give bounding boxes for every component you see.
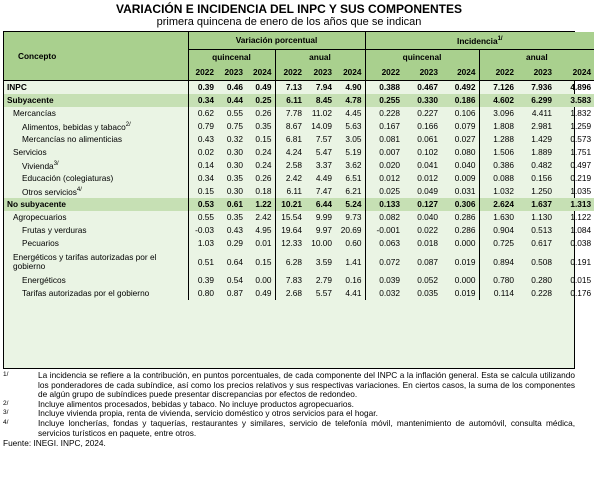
- table-cell: 0.61: [217, 198, 246, 211]
- table-cell: 0.513: [531, 225, 553, 235]
- table-cell: 0.44: [217, 94, 246, 107]
- table-cell: 10.21: [275, 198, 305, 211]
- table-cell: 0.009: [454, 173, 476, 183]
- table-cell: 0.24: [255, 147, 272, 157]
- table-cell: 9.73: [345, 212, 362, 222]
- table-cell: 0.166: [417, 121, 439, 131]
- table-row: [4, 107, 594, 120]
- footnote-text: Incluye vivienda propia, renta de vivienda, servicio doméstico y otros servicios para el hogar.: [38, 408, 378, 419]
- variation-biweekly-header: quincenal: [188, 50, 275, 66]
- table-cell: 0.286: [454, 212, 476, 222]
- row-label: INPC: [7, 82, 27, 92]
- table-cell: 1.03: [188, 237, 217, 250]
- row-label: Tarifas autorizadas por el gobierno: [22, 288, 150, 298]
- table-cell: 6.21: [345, 186, 362, 196]
- footnote-mark: 4/: [3, 418, 9, 426]
- table-cell: 1.259: [570, 121, 592, 131]
- table-cell: 7.13: [275, 81, 305, 95]
- footnote-marker: 4/: [76, 187, 82, 194]
- table-cell: 0.26: [255, 173, 272, 183]
- table-cell: 0.75: [226, 121, 243, 131]
- table-cell: 6.44: [305, 198, 335, 211]
- table-cell: 3.583: [555, 94, 594, 107]
- table-cell: 4.78: [335, 94, 365, 107]
- table-cell: 7.936: [531, 82, 553, 92]
- row-label: Alimentos, bebidas y tabaco$^{2/}$: [22, 121, 131, 132]
- table-cell: 0.617: [531, 238, 553, 248]
- table-cell: 0.040: [454, 160, 476, 170]
- table-cell: 0.64: [226, 256, 243, 267]
- table-cell: 4.49: [315, 173, 332, 183]
- table-cell: 0.007: [365, 146, 403, 159]
- year-header: 2022: [365, 65, 403, 81]
- year-header: 2022: [479, 65, 517, 81]
- table-cell: 3.59: [315, 256, 332, 267]
- table-cell: 4.45: [345, 108, 362, 118]
- table-cell: 0.191: [570, 256, 592, 267]
- footnote-text: Incluye loncherías, fondas y taquerías, restaurantes y similares, servicio de telefonía móvil, mantenimiento de automóvil, consulta médica, servicios turísticos en paquete, entre otros.: [38, 417, 575, 438]
- table-row: [4, 287, 594, 300]
- table-cell: 12.33: [275, 237, 305, 250]
- table-row: [4, 159, 594, 172]
- table-cell: 6.11: [275, 94, 305, 107]
- table-cell: 0.43: [226, 225, 243, 235]
- table-cell: 7.126: [479, 81, 517, 95]
- table-row: [4, 81, 594, 95]
- row-label: Subyacente: [4, 94, 188, 107]
- row-label: Educación (colegiaturas): [22, 173, 114, 183]
- row-label: Agropecuarios: [13, 212, 67, 222]
- table-row: [4, 172, 594, 185]
- table-cell: 4.90: [345, 82, 362, 92]
- table-cell: 1.122: [570, 212, 592, 222]
- table-cell: 0.30: [226, 160, 243, 170]
- table-cell: 2.79: [315, 275, 332, 285]
- year-header: 2024: [441, 65, 479, 81]
- table-cell: 0.492: [454, 82, 476, 92]
- table-cell: 19.64: [275, 224, 305, 237]
- table-cell: 0.388: [365, 81, 403, 95]
- table-cell: 0.14: [188, 159, 217, 172]
- footnote-text: La incidencia se refiere a la contribución, en puntos porcentuales, de cada componente del INPC a la inflación general. Esta se calcula utilizando los ponderadores de cada subíndice, así como los precios relativos y sus respectivas variaciones. En ciertos casos, la suma de los componentes de algún grupo de subíndices puede presentar discrepancias por efectos de redondeo.: [38, 370, 575, 400]
- table-cell: 10.00: [311, 238, 332, 248]
- table-cell: 0.53: [188, 198, 217, 211]
- table-cell: 0.25: [246, 94, 275, 107]
- table-cell: 0.24: [255, 160, 272, 170]
- table-cell: 1.250: [531, 186, 553, 196]
- source-note: Fuente: INEGI. INPC, 2024.: [3, 438, 106, 449]
- table-cell: 7.83: [275, 274, 305, 287]
- table-cell: 2.42: [275, 172, 305, 185]
- year-header: 2024: [246, 65, 275, 81]
- table-cell: 0.227: [417, 108, 439, 118]
- table-cell: 0.167: [365, 120, 403, 133]
- table-cell: 0.015: [570, 275, 592, 285]
- table-cell: 8.45: [305, 94, 335, 107]
- table-cell: 0.39: [188, 81, 217, 95]
- table-cell: 0.15: [255, 256, 272, 267]
- table-cell: 0.061: [417, 134, 439, 144]
- table-cell: 0.330: [403, 94, 441, 107]
- table-cell: 0.55: [188, 211, 217, 224]
- table-cell: 0.60: [345, 238, 362, 248]
- table-cell: 0.26: [255, 108, 272, 118]
- table-cell: 1.889: [531, 147, 553, 157]
- table-cell: 0.035: [417, 288, 439, 298]
- table-cell: 3.37: [315, 160, 332, 170]
- table-cell: 0.49: [255, 288, 272, 298]
- table-cell: 0.038: [570, 238, 592, 248]
- table-row: [4, 146, 594, 159]
- table-cell: 0.894: [479, 250, 517, 274]
- table-cell: 6.81: [275, 133, 305, 146]
- table-cell: 0.62: [188, 107, 217, 120]
- table-cell: 11.02: [311, 108, 332, 118]
- table-cell: 5.19: [345, 147, 362, 157]
- table-cell: 0.280: [531, 275, 553, 285]
- table-cell: 0.012: [365, 172, 403, 185]
- table-cell: 0.102: [417, 147, 439, 157]
- table-cell: 1.832: [570, 108, 592, 118]
- table-cell: 0.041: [417, 160, 439, 170]
- table-cell: 0.467: [417, 82, 439, 92]
- inpc-table: [4, 32, 594, 300]
- table-cell: 0.30: [226, 147, 243, 157]
- table-cell: 0.55: [226, 108, 243, 118]
- table-cell: 0.012: [417, 173, 439, 183]
- table-cell: 0.052: [417, 275, 439, 285]
- incidence-biweekly-header: quincenal: [365, 50, 479, 66]
- table-cell: 0.228: [531, 288, 553, 298]
- table-cell: 1.22: [246, 198, 275, 211]
- year-header: 2024: [335, 65, 365, 81]
- table-cell: 0.088: [479, 172, 517, 185]
- table-row: [4, 198, 594, 211]
- table-cell: 0.15: [188, 185, 217, 198]
- table-cell: 1.429: [531, 134, 553, 144]
- row-label: Energéticos: [22, 275, 66, 285]
- table-cell: 0.30: [226, 186, 243, 196]
- table-cell: 1.808: [479, 120, 517, 133]
- table-cell: 5.57: [315, 288, 332, 298]
- table-cell: 0.43: [188, 133, 217, 146]
- table-cell: 1.313: [555, 198, 594, 211]
- table-cell: 0.15: [255, 134, 272, 144]
- table-cell: 0.34: [188, 172, 217, 185]
- table-cell: 0.080: [454, 147, 476, 157]
- table-cell: 0.87: [226, 288, 243, 298]
- table-cell: 0.072: [365, 250, 403, 274]
- table-cell: 0.29: [226, 238, 243, 248]
- table-cell: 1.288: [479, 133, 517, 146]
- table-cell: 0.18: [255, 186, 272, 196]
- footnote-text: Incluye alimentos procesados, bebidas y tabaco. No incluye productos agropecuarios.: [38, 398, 354, 409]
- table-cell: 0.01: [255, 238, 272, 248]
- table-cell: 0.00: [255, 275, 272, 285]
- table-cell: 4.896: [570, 82, 592, 92]
- table-cell: 1.630: [479, 211, 517, 224]
- table-cell: 2.42: [255, 212, 272, 222]
- table-cell: 0.482: [531, 160, 553, 170]
- table-cell: 1.035: [570, 186, 592, 196]
- table-cell: 0.35: [226, 212, 243, 222]
- table-cell: 0.063: [365, 237, 403, 250]
- table-cell: 0.219: [570, 173, 592, 183]
- table-cell: 0.228: [365, 107, 403, 120]
- table-cell: 0.127: [403, 198, 441, 211]
- year-header: 2022: [188, 65, 217, 81]
- table-cell: 0.39: [188, 274, 217, 287]
- table-body: [4, 81, 594, 301]
- table-cell: 3.096: [479, 107, 517, 120]
- table-cell: 1.751: [570, 147, 592, 157]
- table-cell: 0.573: [570, 134, 592, 144]
- table-row: [4, 185, 594, 198]
- table-cell: 6.299: [517, 94, 555, 107]
- concept-header: Concepto: [4, 32, 188, 81]
- variation-annual-header: anual: [275, 50, 365, 66]
- table-cell: 7.47: [315, 186, 332, 196]
- table-cell: 9.97: [315, 225, 332, 235]
- table-cell: 0.156: [531, 173, 553, 183]
- footnote: [3, 371, 575, 400]
- table-cell: 4.95: [255, 225, 272, 235]
- table-cell: 0.049: [417, 186, 439, 196]
- table-cell: 0.35: [255, 121, 272, 131]
- table-cell: 0.019: [454, 288, 476, 298]
- year-header: 2022: [275, 65, 305, 81]
- footnote-mark: 3/: [3, 409, 9, 417]
- table-row: [4, 250, 594, 274]
- table-subtitle: primera quincena de enero de los años que se indican: [156, 16, 422, 28]
- footnote-marker: 2/: [125, 122, 131, 129]
- table-cell: 0.133: [365, 198, 403, 211]
- table-cell: 0.031: [454, 186, 476, 196]
- inpc-table-container: [3, 31, 592, 369]
- table-cell: 0.02: [188, 146, 217, 159]
- footnote-mark: 2/: [3, 399, 9, 407]
- table-cell: 0.49: [255, 82, 272, 92]
- table-row: [4, 133, 594, 146]
- table-cell: 0.386: [479, 159, 517, 172]
- table-row: [4, 237, 594, 250]
- footnote: [3, 419, 575, 438]
- table-cell: 4.24: [275, 146, 305, 159]
- table-row: [4, 224, 594, 237]
- year-header: 2023: [517, 65, 555, 81]
- table-cell: 4.411: [531, 108, 553, 118]
- table-row: [4, 120, 594, 133]
- footnote-mark: 1/: [3, 371, 9, 378]
- table-cell: 0.019: [454, 256, 476, 267]
- table-cell: 3.05: [345, 134, 362, 144]
- variation-header: Variación porcentual: [188, 32, 365, 50]
- table-cell: 7.57: [315, 134, 332, 144]
- table-cell: 0.497: [570, 160, 592, 170]
- table-cell: 0.081: [365, 133, 403, 146]
- table-cell: 0.020: [365, 159, 403, 172]
- table-cell: 2.68: [275, 287, 305, 300]
- table-cell: 0.040: [417, 212, 439, 222]
- table-cell: 0.176: [570, 288, 592, 298]
- table-cell: 1.637: [517, 198, 555, 211]
- table-cell: 0.780: [479, 274, 517, 287]
- table-header: [4, 32, 594, 81]
- table-cell: 0.000: [454, 275, 476, 285]
- table-cell: 0.079: [454, 121, 476, 131]
- table-cell: 0.51: [188, 250, 217, 274]
- table-cell: 5.24: [335, 198, 365, 211]
- table-cell: 0.000: [454, 238, 476, 248]
- table-row: [4, 211, 594, 224]
- footnote-marker: 3/: [53, 161, 59, 168]
- row-label: Frutas y verduras: [22, 225, 87, 235]
- incidence-header: Incidencia$^{1/}$: [365, 32, 594, 50]
- table-cell: 0.725: [479, 237, 517, 250]
- table-cell: 0.027: [454, 134, 476, 144]
- table-cell: 14.09: [311, 121, 332, 131]
- table-row: [4, 274, 594, 287]
- table-cell: 8.67: [275, 120, 305, 133]
- row-label: Mercancías no alimenticias: [22, 134, 123, 144]
- incidence-annual-header: anual: [479, 50, 594, 66]
- row-label: Servicios: [13, 147, 47, 157]
- table-cell: 0.039: [365, 274, 403, 287]
- year-header: 2023: [217, 65, 246, 81]
- table-cell: 0.106: [454, 108, 476, 118]
- row-label: Vivienda$^{3/}$: [22, 160, 59, 171]
- table-cell: 0.087: [417, 256, 439, 267]
- table-cell: 0.508: [531, 256, 553, 267]
- year-header: 2023: [305, 65, 335, 81]
- table-cell: 4.602: [479, 94, 517, 107]
- table-cell: 0.54: [226, 275, 243, 285]
- table-cell: 4.41: [345, 288, 362, 298]
- table-cell: 0.025: [365, 185, 403, 198]
- year-header: 2023: [403, 65, 441, 81]
- table-cell: 1.032: [479, 185, 517, 198]
- table-cell: 20.69: [340, 225, 362, 235]
- row-label: No subyacente: [4, 198, 188, 211]
- table-cell: 2.624: [479, 198, 517, 211]
- table-cell: 0.80: [188, 287, 217, 300]
- table-cell: 7.78: [275, 107, 305, 120]
- table-cell: 0.032: [365, 287, 403, 300]
- table-cell: 0.186: [441, 94, 479, 107]
- table-cell: 1.130: [531, 212, 553, 222]
- table-cell: 0.306: [441, 198, 479, 211]
- table-cell: 15.54: [275, 211, 305, 224]
- table-cell: 1.084: [570, 225, 592, 235]
- table-cell: 0.34: [188, 94, 217, 107]
- table-cell: 0.79: [188, 120, 217, 133]
- table-cell: 0.286: [454, 225, 476, 235]
- row-label: Energéticos y tarifas autorizadas por el gobierno: [13, 252, 157, 271]
- table-cell: 2.58: [275, 159, 305, 172]
- table-cell: 0.255: [365, 94, 403, 107]
- table-title: VARIACIÓN E INCIDENCIA DEL INPC Y SUS COMPONENTES: [115, 2, 463, 16]
- table-cell: 0.46: [226, 82, 243, 92]
- table-cell: 0.904: [479, 224, 517, 237]
- table-cell: 1.506: [479, 146, 517, 159]
- table-cell: 6.11: [275, 185, 305, 198]
- table-cell: 1.41: [345, 256, 362, 267]
- row-label: Mercancías: [13, 108, 56, 118]
- table-cell: -0.001: [365, 224, 403, 237]
- row-label: Pecuarios: [22, 238, 59, 248]
- table-cell: 0.35: [226, 173, 243, 183]
- footnotes: [3, 371, 575, 448]
- table-cell: 0.114: [479, 287, 517, 300]
- table-row: [4, 94, 594, 107]
- table-cell: 0.082: [365, 211, 403, 224]
- table-cell: -0.03: [188, 224, 217, 237]
- row-label: Otros servicios$^{4/}$: [22, 186, 82, 197]
- table-cell: 6.28: [275, 250, 305, 274]
- table-cell: 7.94: [315, 82, 332, 92]
- table-cell: 5.47: [315, 147, 332, 157]
- table-cell: 0.32: [226, 134, 243, 144]
- table-cell: 9.99: [315, 212, 332, 222]
- year-header: 2024: [555, 65, 594, 81]
- table-cell: 0.022: [417, 225, 439, 235]
- table-cell: 6.51: [345, 173, 362, 183]
- table-cell: 5.63: [345, 121, 362, 131]
- table-cell: 0.018: [417, 238, 439, 248]
- table-cell: 2.981: [531, 121, 553, 131]
- table-cell: 3.62: [345, 160, 362, 170]
- table-cell: 0.16: [345, 275, 362, 285]
